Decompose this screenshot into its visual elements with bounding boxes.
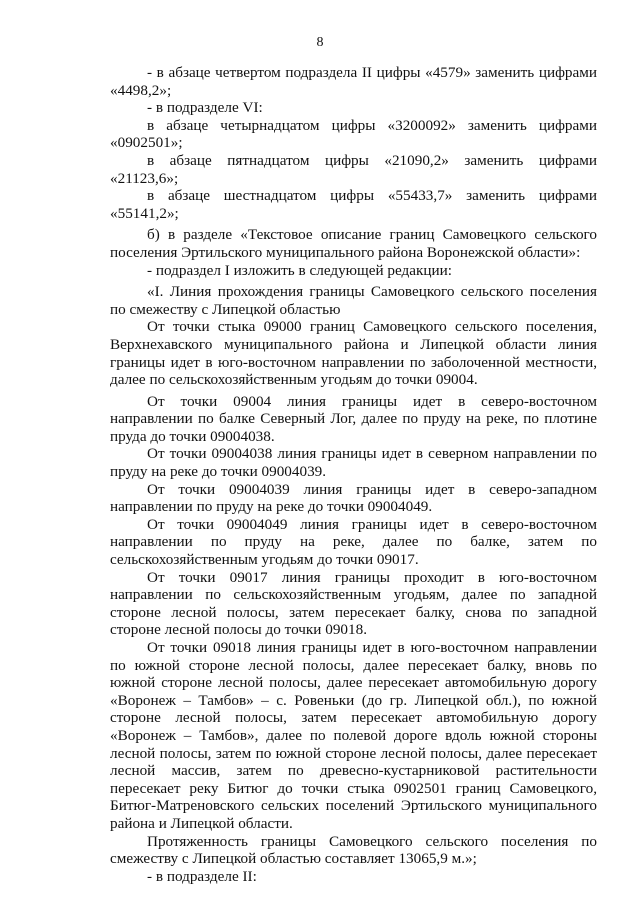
paragraph: в абзаце четырнадцатом цифры «3200092» заменить цифрами «0902501»; — [110, 116, 597, 152]
paragraph: От точки 09004039 линия границы идет в северо-западном направлении по пруду на реке до точки 09004049. — [110, 480, 597, 516]
paragraph: б) в разделе «Текстовое описание границ Самовецкого сельского поселения Эртильского муниципального района Воронежской области»: — [110, 226, 597, 261]
paragraph: От точки 09017 линия границы проходит в юго-восточном направлении по сельскохозяйственным угодьям, далее по западной стороне лесной полосы, затем пересекает балку, снова по западной стороне лесной полосы до точки 09018. — [110, 568, 597, 639]
paragraph: От точки 09018 линия границы идет в юго-восточном направлении по южной стороне лесной полосы, далее пересекает балку, вновь по южной стороне лесной полосы, далее пересекает автомобильную дорогу «Воронеж – Тамбов» – с. Ровеньки (до гр. Липецкой обл.), по южной стороне лесной полосы, затем пересекает автомобильную дорогу «Воронеж – Тамбов», далее по полевой дороге вдоль южной стороны лесной полосы, затем по южной стороне лесной полосы, далее пересекает лесной массив, затем по древесно-кустарниковой растительности пересекает реку Битюг до точки стыка 0902501 границ Самовецкого, Битюг-Матреновского сельских поселений Эртильского муниципального района и Липецкой области. — [110, 639, 597, 832]
paragraph: От точки стыка 09000 границ Самовецкого сельского поселения, Верхнехавского муниципального района и Липецкой области линия границы идет в юго-восточном направлении по заболоченной местности, далее по сельскохозяйственным угодьям до точки 09004. — [110, 318, 597, 389]
paragraph: От точки 09004049 линия границы идет в северо-восточном направлении по пруду на реке, далее по балке, затем по сельскохозяйственным угодьям до точки 09017. — [110, 515, 597, 569]
paragraph: «I. Линия прохождения границы Самовецкого сельского поселения по смежеству с Липецкой областью — [110, 283, 597, 318]
paragraph: - в подразделе VI: — [147, 99, 263, 117]
paragraph: - в абзаце четвертом подраздела II цифры «4579» заменить цифрами «4498,2»; — [110, 64, 597, 99]
paragraph: - подраздел I изложить в следующей редакции: — [147, 261, 452, 279]
paragraph: в абзаце шестнадцатом цифры «55433,7» заменить цифрами «55141,2»; — [110, 187, 597, 222]
paragraph: От точки 09004 линия границы идет в северо-восточном направлении по балке Северный Лог, далее по пруду на реке, по плотине пруда до точки 09004038. — [110, 392, 597, 445]
paragraph: Протяженность границы Самовецкого сельского поселения по смежеству с Липецкой областью составляет 13065,9 м.»; — [110, 832, 597, 868]
paragraph: - в подразделе II: — [147, 867, 257, 885]
paragraph: в абзаце пятнадцатом цифры «21090,2» заменить цифрами «21123,6»; — [110, 151, 597, 187]
page-number: 8 — [316, 35, 324, 50]
document-body — [110, 64, 597, 885]
paragraph: От точки 09004038 линия границы идет в северном направлении по пруду на реке до точки 09004039. — [110, 445, 597, 481]
